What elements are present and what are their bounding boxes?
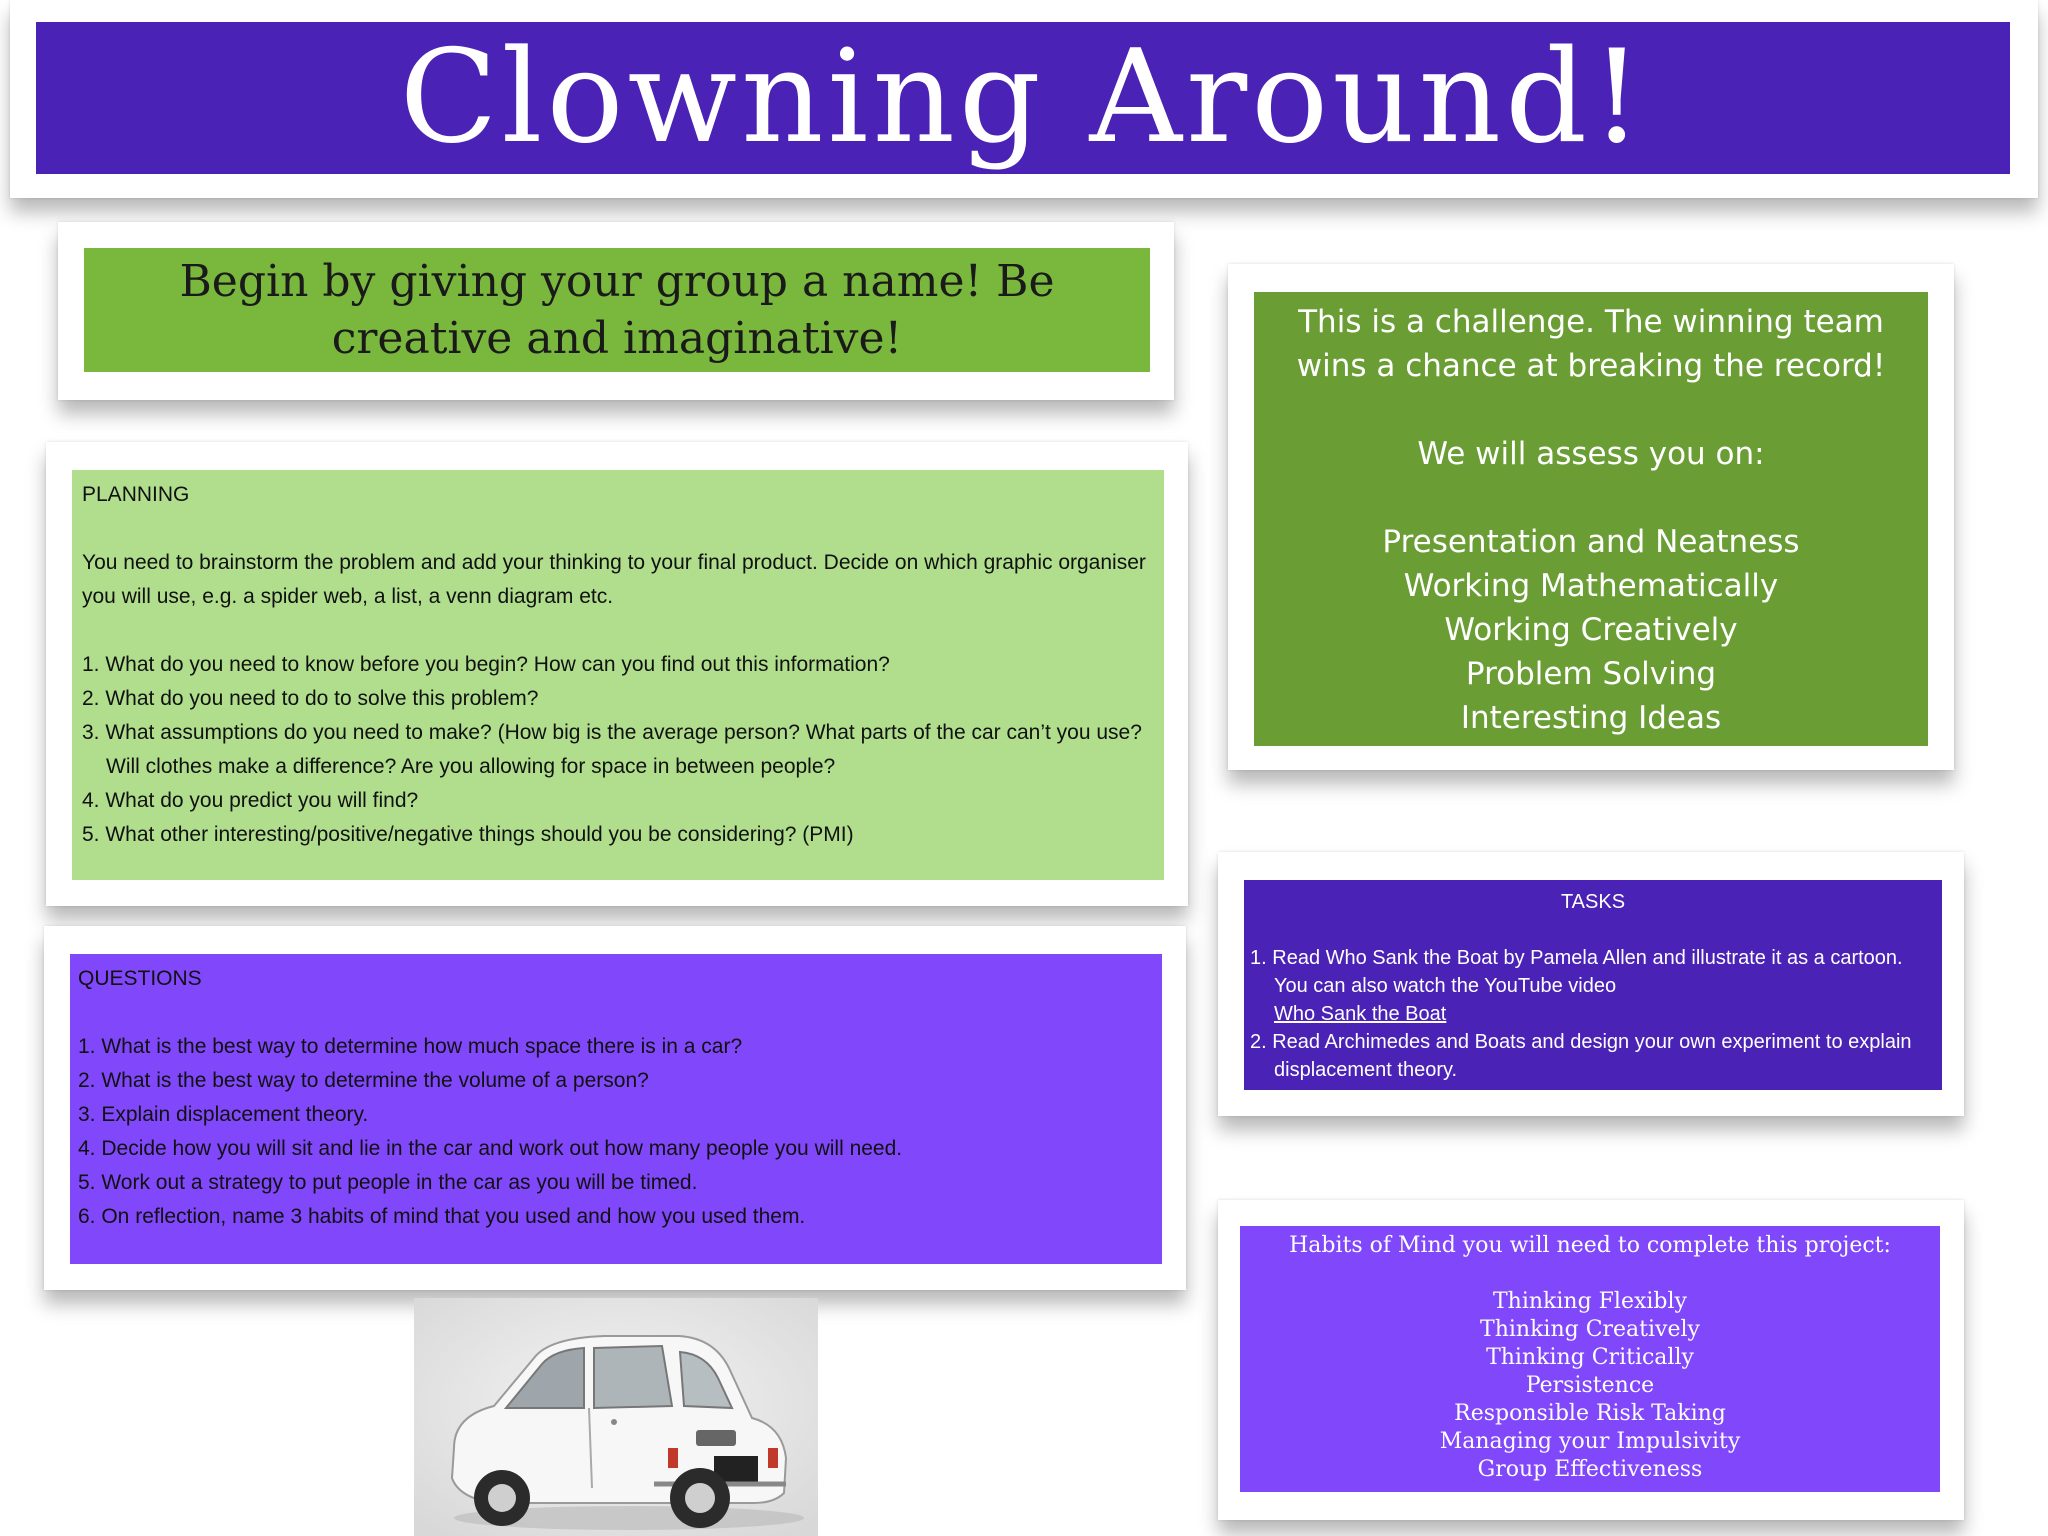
questions-panel	[70, 954, 1162, 1264]
question-item: 6. On reflection, name 3 habits of mind that you used and how you used them.	[78, 1205, 806, 1228]
habit-item: Persistence	[1525, 1373, 1655, 1398]
criteria-item: Presentation and Neatness	[1382, 524, 1800, 560]
habit-item: Managing your Impulsivity	[1439, 1429, 1741, 1454]
habit-item: Thinking Critically	[1486, 1345, 1694, 1370]
task-text: Read Who Sank the Boat by Pamela Allen and illustrate it as a cartoon. You can also watch the YouTube video	[1272, 947, 1903, 997]
habits-heading: Habits of Mind you will need to complete this project:	[1289, 1233, 1891, 1258]
planning-intro: You need to brainstorm the problem and add your thinking to your final product. Decide on which graphic organiser you will use, e.g. a spider web, a list, a venn diagram etc.	[82, 551, 1146, 608]
tasks-panel	[1244, 880, 1942, 1090]
question-item: 2. What is the best way to determine the volume of a person?	[78, 1069, 649, 1092]
question-item: 1. What is the best way to determine how much space there is in a car?	[78, 1035, 743, 1058]
habit-item: Group Effectiveness	[1477, 1457, 1703, 1482]
habit-item: Responsible Risk Taking	[1454, 1401, 1726, 1426]
tasks-heading: TASKS	[1560, 891, 1626, 913]
planning-panel	[72, 470, 1164, 880]
criteria-item: Problem Solving	[1465, 656, 1717, 692]
car-illustration	[414, 1298, 818, 1536]
begin-banner	[84, 248, 1150, 372]
habit-item: Thinking Creatively	[1480, 1317, 1700, 1342]
criteria-item: Working Mathematically	[1403, 568, 1779, 604]
planning-item: 5. What other interesting/positive/negative things should you be considering? (PMI)	[82, 823, 854, 846]
tasks-list	[1250, 944, 1936, 1084]
challenge-assess: We will assess you on:	[1417, 436, 1765, 472]
challenge-panel	[1254, 292, 1928, 746]
habits-panel	[1240, 1226, 1940, 1492]
question-item: 3. Explain displacement theory.	[78, 1103, 369, 1126]
planning-item: 3. What assumptions do you need to make? (How big is the average person? What parts of the car can’t you use? Will clothes make a difference? Are you allowing for space in between people?	[82, 721, 1142, 778]
task-item	[1250, 944, 1936, 1028]
who-sank-the-boat-link[interactable]: Who Sank the Boat	[1274, 1003, 1447, 1025]
question-item: 4. Decide how you will sit and lie in the car and work out how many people you will need.	[78, 1137, 903, 1160]
planning-heading: PLANNING	[82, 483, 190, 506]
question-item: 5. Work out a strategy to put people in the car as you will be timed.	[78, 1171, 698, 1194]
questions-list	[78, 1030, 1154, 1234]
planning-item: 4. What do you predict you will find?	[82, 789, 419, 812]
begin-text: Begin by giving your group a name! Be creative and imaginative!	[179, 255, 1055, 364]
task-number: 1.	[1250, 947, 1267, 969]
planning-item: 2. What do you need to do to solve this problem?	[82, 687, 539, 710]
planning-list	[82, 648, 1154, 852]
criteria-item: Interesting Ideas	[1460, 700, 1722, 736]
page-title: Clowning Around!	[399, 23, 1647, 172]
title-banner	[36, 22, 2010, 174]
planning-item: 1. What do you need to know before you begin? How can you find out this information?	[82, 653, 890, 676]
task-item: 2. Read Archimedes and Boats and design your own experiment to explain displacement theory.	[1250, 1031, 1912, 1081]
car-image	[414, 1298, 818, 1536]
criteria-item: Working Creatively	[1444, 612, 1738, 648]
questions-heading: QUESTIONS	[78, 967, 202, 990]
challenge-intro: This is a challenge. The winning team wins a chance at breaking the record!	[1296, 304, 1886, 384]
habit-item: Thinking Flexibly	[1493, 1289, 1687, 1314]
